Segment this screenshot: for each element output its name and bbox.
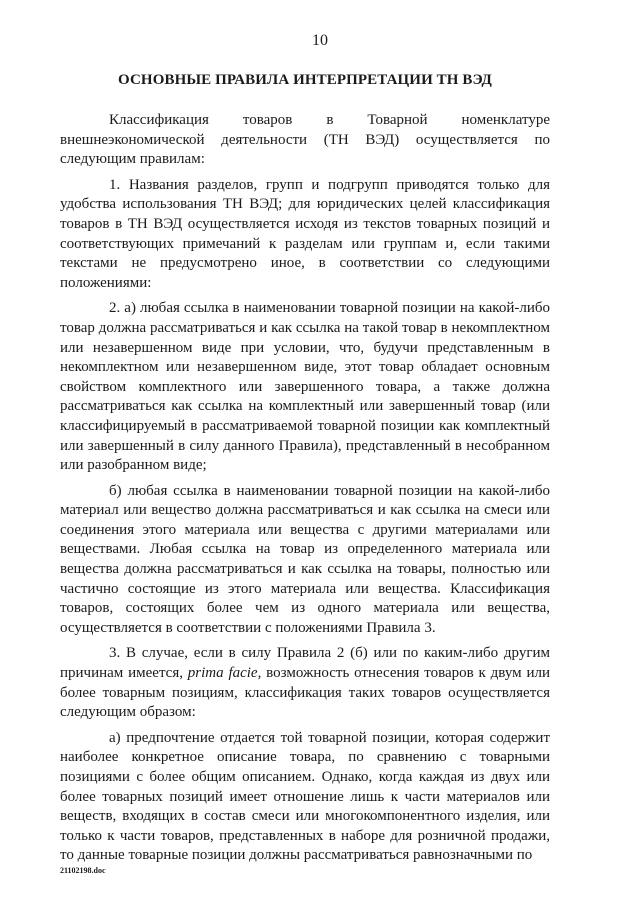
- document-body: [60, 111, 550, 866]
- rule-3-latin-term: prima facie: [187, 665, 258, 682]
- rule-1-paragraph: 1. Названия разделов, групп и подгрупп приводятся только для удобства использования ТН ВЭД; для юридических целей классификация товаров в ТН ВЭД осуществляется исходя из текстов товарных позиций и соответствующих примечаний к разделам или группам и, если такими текстами не предусмотрено иное, в соответствии со следующими положениями:: [60, 176, 550, 291]
- rule-2a-paragraph: 2. а) любая ссылка в наименовании товарной позиции на какой-либо товар должна рассматриваться и как ссылка на такой товар в некомплектном или незавершенном виде при условии, что, будучи представленным в некомплектном или незавершенном виде, этот товар обладает основным свойством комплектного или завершенного товара, а также должна рассматриваться как ссылка на комплектный или завершенный товар (или классифицируемый в рассматриваемой товарной позиции как комплектный или завершенный в силу данного Правила), представленный в несобранном или разобранном виде;: [60, 300, 550, 474]
- rule-3-paragraph: [60, 644, 550, 722]
- rule-3-text-start: 3. В случае, если в силу Правила 2 (б) или по каким-либо другим причинам имеется,: [60, 645, 550, 682]
- rule-3a-paragraph: а) предпочтение отдается той товарной позиции, которая содержит наиболее конкретное описание товара, по сравнению с товарными позициями с более общим описанием. Однако, когда каждая из двух или более товарных позиций имеет отношение лишь к части материалов или веществ, входящих в состав смеси или многокомпонентного изделия, или только к части товаров, представленных в наборе для розничной продажи, то данные товарные позиции должны рассматриваться равнозначными по: [60, 729, 550, 864]
- footer-file-code: 21102198.doc: [60, 866, 106, 875]
- document-title: ОСНОВНЫЕ ПРАВИЛА ИНТЕРПРЕТАЦИИ ТН ВЭД: [118, 72, 492, 88]
- rule-2b-paragraph: б) любая ссылка в наименовании товарной позиции на какой-либо материал или вещество должна рассматриваться и как ссылка на смеси или соединения этого материала или вещества с другими материалами или веществами. Любая ссылка на товар из определенного материала или вещества должна рассматриваться и как ссылка на товары, полностью или частично состоящие из этого материала или вещества. Классификация товаров, состоящих более чем из одного материала или вещества, осуществляется в соответствии с положениями Правила 3.: [60, 482, 550, 636]
- page-number: 10: [312, 32, 328, 49]
- intro-paragraph: Классификация товаров в Товарной номенклатуре внешнеэкономической деятельности (ТН ВЭД) осуществляется по следующим правилам:: [60, 112, 550, 168]
- rule-3-text-end: , возможность отнесения товаров к двум или более товарным позициям, классификация таких товаров осуществляется следующим образом:: [60, 665, 550, 721]
